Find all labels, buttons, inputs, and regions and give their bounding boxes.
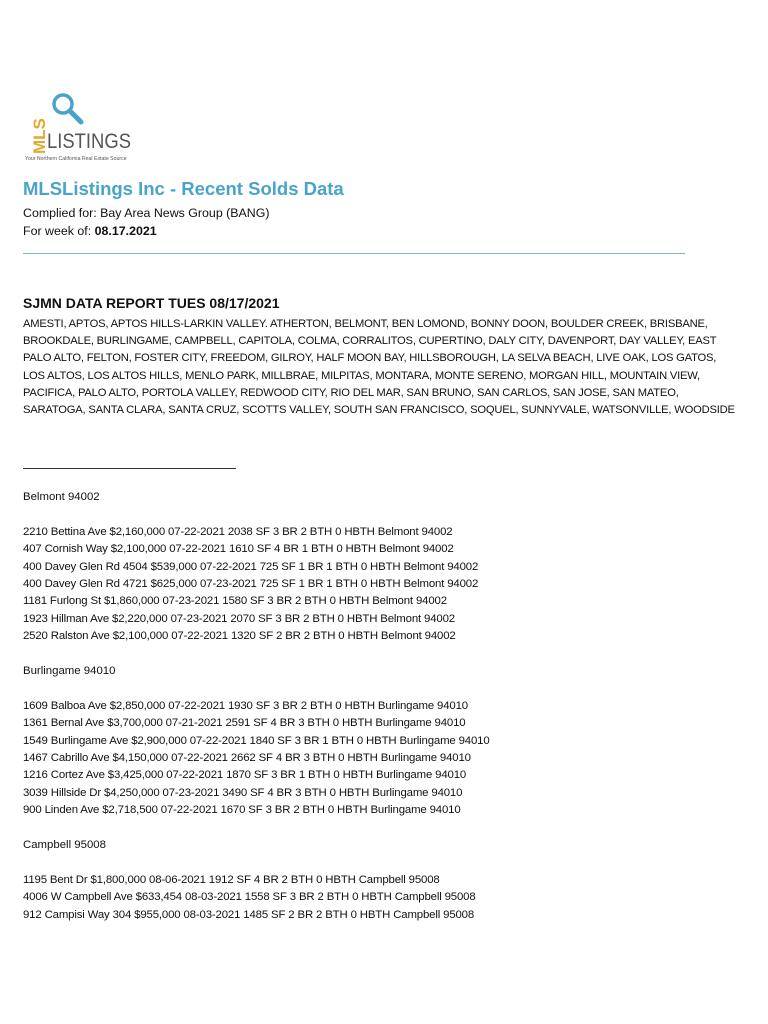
list-item: 912 Campisi Way 304 $955,000 08-03-2021 1485 SF 2 BR 2 BTH 0 HBTH Campbell 95008 [23, 908, 475, 921]
week-label: For week of: [23, 224, 95, 238]
list-item: 1216 Cortez Ave $3,425,000 07-22-2021 1870 SF 3 BR 1 BTH 0 HBTH Burlingame 94010 [23, 769, 467, 782]
week-of [23, 224, 157, 238]
section-heading: Belmont 94002 [23, 491, 100, 503]
list-item: 1467 Cabrillo Ave $4,150,000 07-22-2021 2662 SF 4 BR 3 BTH 0 HBTH Burlingame 94010 [23, 751, 471, 764]
list-item: 3039 Hillside Dr $4,250,000 07-23-2021 3490 SF 4 BR 3 BTH 0 HBTH Burlingame 94010 [23, 786, 463, 799]
header-divider [23, 253, 685, 254]
city-list-line: PACIFICA, PALO ALTO, PORTOLA VALLEY, REDWOOD CITY, RIO DEL MAR, SAN BRUNO, SAN CARLOS, SAN JOSE, SAN MATEO, [23, 386, 679, 399]
list-item: 1923 Hillman Ave $2,220,000 07-23-2021 2070 SF 3 BR 2 BTH 0 HBTH Belmont 94002 [23, 612, 455, 625]
list-item: 400 Davey Glen Rd 4504 $539,000 07-22-2021 725 SF 1 BR 1 BTH 0 HBTH Belmont 94002 [23, 560, 479, 573]
list-item: 2210 Bettina Ave $2,160,000 07-22-2021 2038 SF 3 BR 2 BTH 0 HBTH Belmont 94002 [23, 525, 453, 538]
logo-word: LISTINGS [47, 130, 131, 153]
logo-tagline: Your Northern California Real Estate Source [25, 156, 127, 162]
list-item: 4006 W Campbell Ave $633,454 08-03-2021 1558 SF 3 BR 2 BTH 0 HBTH Campbell 95008 [23, 891, 476, 904]
list-item: 400 Davey Glen Rd 4721 $625,000 07-23-2021 725 SF 1 BR 1 BTH 0 HBTH Belmont 94002 [23, 577, 479, 590]
list-item: 900 Linden Ave $2,718,500 07-22-2021 1670 SF 3 BR 2 BTH 0 HBTH Burlingame 94010 [23, 804, 461, 817]
section-burlingame [23, 663, 490, 820]
section-heading: Burlingame 94010 [23, 665, 116, 677]
compiled-for: Complied for: Bay Area News Group (BANG) [23, 206, 270, 220]
mls-listings-logo [23, 92, 173, 162]
list-item: 407 Cornish Way $2,100,000 07-22-2021 1610 SF 4 BR 1 BTH 0 HBTH Belmont 94002 [23, 543, 454, 556]
section-heading: Campbell 95008 [23, 839, 106, 851]
section-campbell [23, 837, 476, 924]
list-item: 1361 Bernal Ave $3,700,000 07-21-2021 2591 SF 4 BR 3 BTH 0 HBTH Burlingame 94010 [23, 717, 466, 730]
list-item: 1195 Bent Dr $1,800,000 08-06-2021 1912 SF 4 BR 2 BTH 0 HBTH Campbell 95008 [23, 873, 440, 886]
city-list-line: SARATOGA, SANTA CLARA, SANTA CRUZ, SCOTTS VALLEY, SOUTH SAN FRANCISCO, SOQUEL, SUNNYVALE, WATSONVILLE, WOODSIDE [23, 404, 735, 417]
report-title: SJMN DATA REPORT TUES 08/17/2021 [23, 295, 280, 311]
section-divider [23, 468, 236, 469]
section-belmont [23, 489, 478, 646]
city-list-line: BROOKDALE, BURLINGAME, CAMPBELL, CAPITOLA, COLMA, CORRALITOS, CUPERTINO, DALY CITY, DAVENPORT, DAY VALLEY, EAST [23, 335, 717, 348]
city-list [23, 316, 768, 419]
city-list-line: AMESTI, APTOS, APTOS HILLS-LARKIN VALLEY. ATHERTON, BELMONT, BEN LOMOND, BONNY DOON, BOULDER CREEK, BRISBANE, [23, 318, 708, 330]
city-list-line: PALO ALTO, FELTON, FOSTER CITY, FREEDOM, GILROY, HALF MOON BAY, HILLSBOROUGH, LA SELVA BEACH, LIVE OAK, LOS GATOS, [23, 352, 717, 365]
list-item: 1609 Balboa Ave $2,850,000 07-22-2021 1930 SF 3 BR 2 BTH 0 HBTH Burlingame 94010 [23, 699, 468, 712]
logo-mls-letters: MLS [30, 118, 49, 154]
list-item: 1549 Burlingame Ave $2,900,000 07-22-2021 1840 SF 3 BR 1 BTH 0 HBTH Burlingame 94010 [23, 734, 490, 747]
city-list-line: LOS ALTOS, LOS ALTOS HILLS, MENLO PARK, MILLBRAE, MILPITAS, MONTARA, MONTE SERENO, MORGAN HILL, MOUNTAIN VIEW, [23, 369, 700, 382]
list-item: 1181 Furlong St $1,860,000 07-23-2021 1580 SF 3 BR 2 BTH 0 HBTH Belmont 94002 [23, 595, 447, 608]
page-title: MLSListings Inc - Recent Solds Data [23, 178, 344, 199]
week-value: 08.17.2021 [94, 224, 157, 238]
list-item: 2520 Ralston Ave $2,100,000 07-22-2021 1320 SF 2 BR 2 BTH 0 HBTH Belmont 94002 [23, 630, 456, 643]
